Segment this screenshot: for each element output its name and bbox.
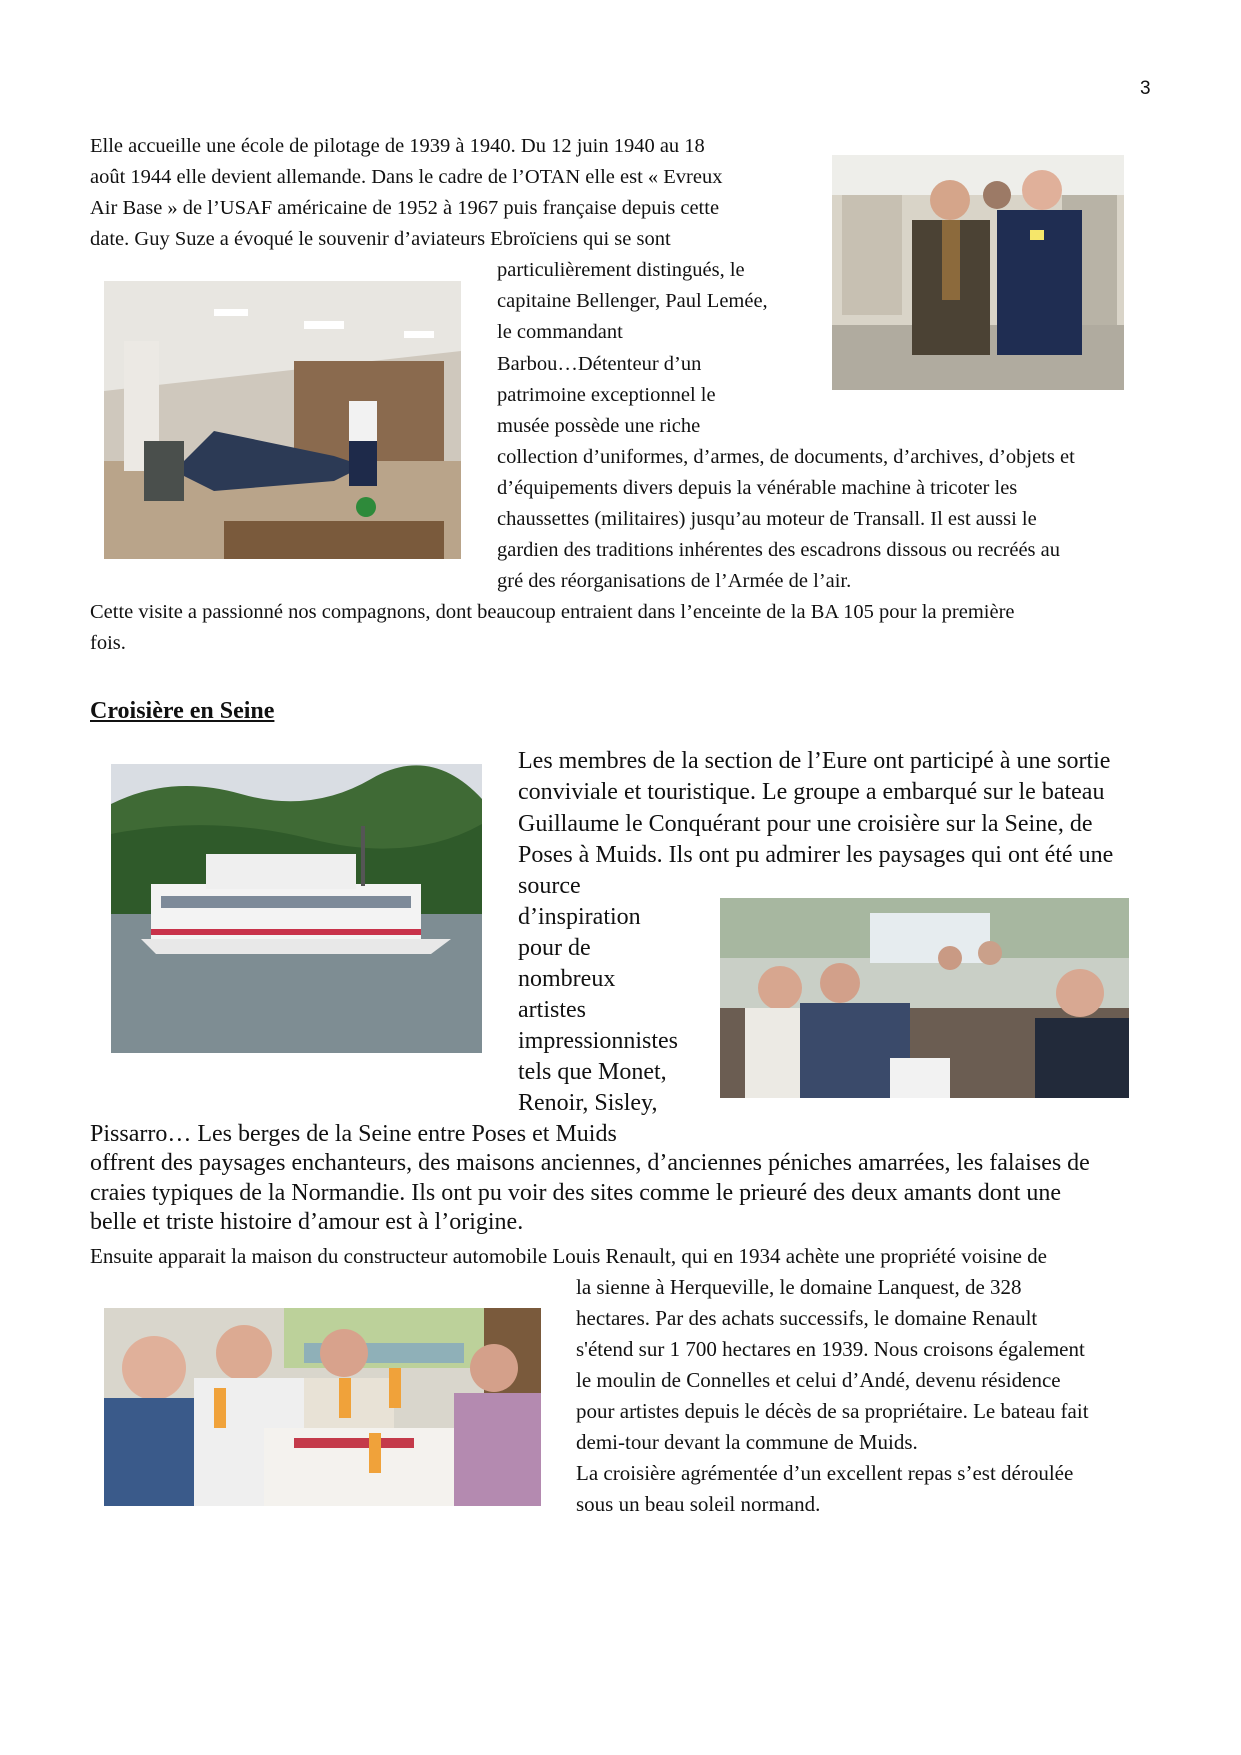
paragraph-line: tels que Monet, [518, 1059, 667, 1085]
paragraph-line: le commandant [497, 321, 623, 343]
paragraph-line: Ensuite apparait la maison du constructeur automobile Louis Renault, qui en 1934 achète une propriété voisine de [90, 1244, 1047, 1268]
paragraph-line: d’équipements divers depuis la vénérable machine à tricoter les [497, 477, 1018, 499]
paragraph-line: craies typiques de la Normandie. Ils ont pu voir des sites comme le prieuré des deux amants dont une [90, 1180, 1062, 1206]
paragraph-line: Barbou…Détenteur d’un [497, 353, 702, 375]
paragraph-line: offrent des paysages enchanteurs, des maisons anciennes, d’anciennes péniches amarrées, les falaises de [90, 1150, 1090, 1176]
paragraph-line: chaussettes (militaires) jusqu’au moteur de Transall. Il est aussi le [497, 508, 1037, 530]
paragraph-line: Air Base » de l’USAF américaine de 1952 à 1967 puis française depuis cette [90, 197, 720, 219]
paragraph-line: date. Guy Suze a évoqué le souvenir d’aviateurs Ebroïciens qui se sont [90, 228, 671, 250]
paragraph-line: collection d’uniformes, d’armes, de documents, d’archives, d’objets et [497, 446, 1075, 468]
paragraph-line: la sienne à Herqueville, le domaine Lanquest, de 328 [576, 1275, 1022, 1299]
paragraph-line: d’inspiration [518, 904, 641, 930]
paragraph-line: août 1944 elle devient allemande. Dans le cadre de l’OTAN elle est « Evreux [90, 166, 723, 188]
boat-photo [111, 764, 482, 1053]
museum-interior-photo [104, 281, 461, 559]
paragraph-line: patrimoine exceptionnel le [497, 384, 716, 406]
section-heading: Croisière en Seine [90, 698, 275, 724]
paragraph-line: Cette visite a passionné nos compagnons, dont beaucoup entraient dans l’enceinte de la BA 105 pour la première [90, 601, 1015, 623]
paragraph-line: source [518, 873, 581, 899]
paragraph-line: Les membres de la section de l’Eure ont participé à une sortie [518, 748, 1111, 774]
paragraph-line: fois. [90, 632, 126, 654]
paragraph-line: sous un beau soleil normand. [576, 1492, 821, 1516]
paragraph-line: gardien des traditions inhérentes des escadrons dissous ou recréés au [497, 539, 1061, 561]
paragraph-line: gré des réorganisations de l’Armée de l’air. [497, 570, 852, 592]
paragraph-line: particulièrement distingués, le [497, 259, 745, 281]
toast-photo [104, 1308, 541, 1506]
paragraph-line: musée possède une riche [497, 415, 701, 437]
paragraph-line: Guillaume le Conquérant pour une croisière sur la Seine, de [518, 811, 1093, 837]
paragraph-line: La croisière agrémentée d’un excellent repas s’est déroulée [576, 1461, 1074, 1485]
paragraph-line: hectares. Par des achats successifs, le domaine Renault [576, 1306, 1038, 1330]
paragraph-line: Renoir, Sisley, [518, 1090, 658, 1116]
paragraph-line: nombreux [518, 966, 616, 992]
paragraph-line: artistes [518, 997, 586, 1023]
visitors-photo [832, 155, 1124, 390]
passengers-photo [720, 898, 1129, 1098]
paragraph-line: s'étend sur 1 700 hectares en 1939. Nous croisons également [576, 1337, 1085, 1361]
paragraph-line: demi-tour devant la commune de Muids. [576, 1430, 918, 1454]
paragraph-line: belle et triste histoire d’amour est à l’origine. [90, 1209, 524, 1235]
paragraph-line: conviviale et touristique. Le groupe a embarqué sur le bateau [518, 779, 1105, 805]
paragraph-line: impressionnistes [518, 1028, 678, 1054]
paragraph-line: le moulin de Connelles et celui d’Andé, devenu résidence [576, 1368, 1061, 1392]
paragraph-line: capitaine Bellenger, Paul Lemée, [497, 290, 768, 312]
paragraph-line: Pissarro… Les berges de la Seine entre Poses et Muids [90, 1121, 617, 1147]
paragraph-line: pour artistes depuis le décès de sa propriétaire. Le bateau fait [576, 1399, 1089, 1423]
paragraph-line: pour de [518, 935, 591, 961]
page-number: 3 [1140, 78, 1151, 99]
paragraph-line: Elle accueille une école de pilotage de 1939 à 1940. Du 12 juin 1940 au 18 [90, 135, 705, 157]
paragraph-line: Poses à Muids. Ils ont pu admirer les paysages qui ont été une [518, 842, 1114, 868]
